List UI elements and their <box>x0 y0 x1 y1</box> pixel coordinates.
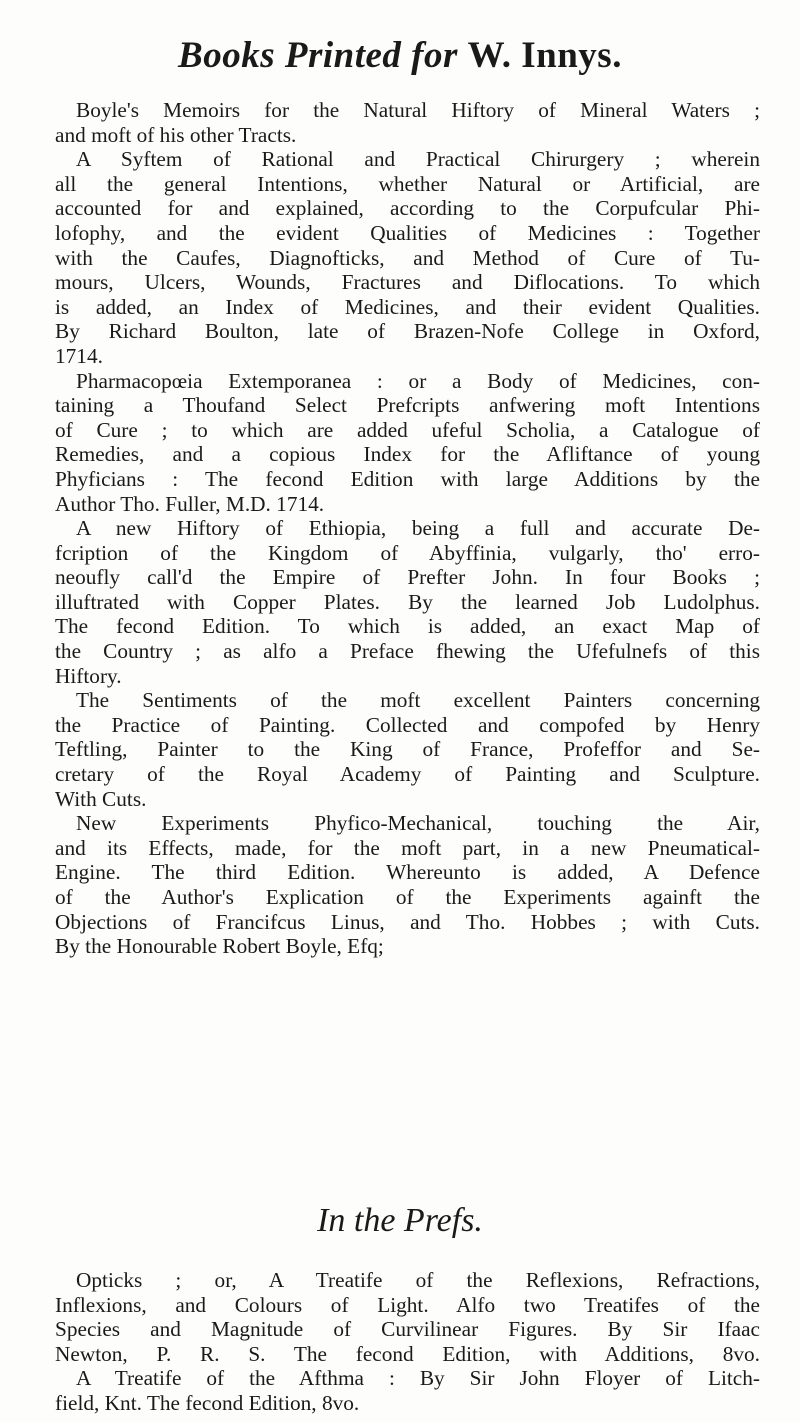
text-line: Teftling, Painter to the King of France, Profeffor and Se- <box>55 737 760 762</box>
text-line: A new Hiftory of Ethiopia, being a full and accurate De- <box>76 516 760 541</box>
text-line: The fecond Edition. To which is added, an exact Map of <box>55 614 760 639</box>
text-line: Pharmacopœia Extemporanea : or a Body of Medicines, con- <box>76 368 760 393</box>
text-line: 1714. <box>55 343 103 368</box>
text-line: and its Effects, made, for the moft part, in a new Pneumatical- <box>55 835 760 860</box>
text-line: Species and Magnitude of Curvilinear Figures. By Sir Ifaac <box>55 1317 760 1342</box>
text-line: Boyle's Memoirs for the Natural Hiftory of Mineral Waters ; <box>76 98 760 122</box>
text-line: mours, Ulcers, Wounds, Fractures and Diflocations. To which <box>55 270 760 295</box>
text-line: Remedies, and a copious Index for the Afliftance of young <box>55 442 760 467</box>
text-line: A Treatife of the Afthma : By Sir John Floyer of Litch- <box>76 1366 760 1391</box>
text-line: By the Honourable Robert Boyle, Efq; <box>55 934 384 959</box>
text-line: lofophy, and the evident Qualities of Medicines : Together <box>55 220 760 245</box>
text-line: By Richard Boulton, late of Brazen-Nofe College in Oxford, <box>55 319 760 344</box>
catalogue-press-list <box>55 1268 760 1416</box>
catalogue-main-list <box>55 98 760 959</box>
text-line: the Country ; as alfo a Preface fhewing the Ufefulnefs of this <box>55 639 760 664</box>
text-line: field, Knt. The fecond Edition, 8vo. <box>55 1390 360 1415</box>
text-line: Newton, P. R. S. The fecond Edition, with Additions, 8vo. <box>55 1341 760 1366</box>
text-line: Objections of Francifcus Linus, and Tho. Hobbes ; with Cuts. <box>55 909 760 934</box>
heading-books-printed: Books Printed for <box>178 35 458 76</box>
text-line: Author Tho. Fuller, M.D. 1714. <box>55 491 325 516</box>
text-line: Opticks ; or, A Treatife of the Reflexions, Refractions, <box>76 1268 760 1292</box>
text-line: A Syftem of Rational and Practical Chirurgery ; wherein <box>76 147 760 172</box>
heading-publisher: W. Innys. <box>467 35 622 76</box>
text-line: Phyficians : The fecond Edition with large Additions by the <box>55 466 760 491</box>
page-heading <box>0 34 800 77</box>
text-line: with the Caufes, Diagnofticks, and Method of Cure of Tu- <box>55 245 760 270</box>
text-line: taining a Thoufand Select Prefcripts anfwering moft Intentions <box>55 393 760 418</box>
text-line: cretary of the Royal Academy of Painting and Sculpture. <box>55 762 760 787</box>
text-line: the Practice of Painting. Collected and compofed by Henry <box>55 712 760 737</box>
text-line: of the Author's Explication of the Experiments againft the <box>55 885 760 909</box>
text-line: Engine. The third Edition. Whereunto is added, A Defence <box>55 860 760 885</box>
text-line: fcription of the Kingdom of Abyffinia, vulgarly, tho' erro- <box>55 540 760 565</box>
text-line: neoufly call'd the Empire of Prefter John. In four Books ; <box>55 565 760 590</box>
text-line: With Cuts. <box>55 786 147 811</box>
text-line: Hiftory. <box>55 663 122 688</box>
section-title-in-the-press: In the Prefs. <box>317 1202 483 1239</box>
text-line: is added, an Index of Medicines, and their evident Qualities. <box>55 294 760 319</box>
text-line: New Experiments Phyfico-Mechanical, touching the Air, <box>76 811 760 836</box>
text-line: accounted for and explained, according to the Corpufcular Phi- <box>55 196 760 221</box>
text-line: of Cure ; to which are added ufeful Scholia, a Catalogue of <box>55 417 760 442</box>
text-line: The Sentiments of the moft excellent Painters concerning <box>76 688 760 713</box>
text-line: all the general Intentions, whether Natural or Artificial, are <box>55 171 760 196</box>
text-line: and moft of his other Tracts. <box>55 122 297 147</box>
text-line: illuftrated with Copper Plates. By the learned Job Ludolphus. <box>55 589 760 614</box>
text-line: Inflexions, and Colours of Light. Alfo two Treatifes of the <box>55 1292 760 1317</box>
